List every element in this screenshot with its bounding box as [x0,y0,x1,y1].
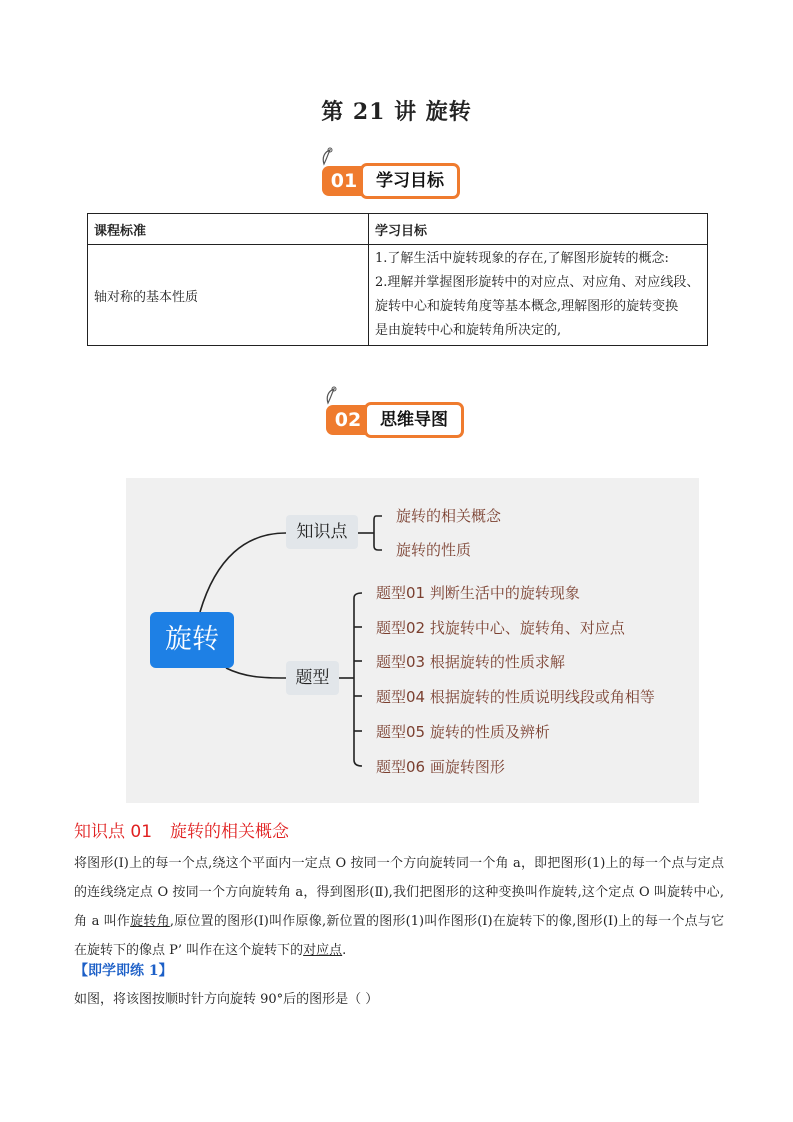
standards-table [87,213,708,346]
paragraph-text: ,原位置的图形(I)叫作原像,新位置的图形(1)叫作图形(I)在旋转下的像,图形(I)上的每一个点与它在旋转下的像点 P’ 叫作在这个旋转下的 [74,914,724,958]
badge-number: 02 [326,405,370,435]
table-row [88,245,708,346]
mind-map-leaf: 题型04 根据旋转的性质说明线段或角相等 [376,688,655,706]
paragraph-text: . [342,943,347,958]
section-badge-goals [322,160,472,196]
definition-paragraph [74,849,724,965]
paragraph-text: 将图形(I)上的每一个点,绕这个平面内一定点 O 按同一个方向旋转同一个角 a，即把图形(1)上的每一个点与定点的连线绕定点 O 按同一个方向旋转角 a，得到图形(Ⅱ),我们把图形的这种变换叫作旋转,这个定点 O 叫旋转中心,角 a 叫作 [74,856,724,929]
section-heading [74,817,289,842]
term-corresponding-point: 对应点 [303,943,343,958]
table-header-cell: 课程标准 [88,214,369,245]
table-cell: 轴对称的基本性质 [88,245,369,346]
table-header-row [88,214,708,245]
table-cell-goals [369,245,708,346]
badge-label: 思维导图 [364,402,464,438]
mind-map-leaf: 旋转的性质 [396,541,472,559]
question-text: 如图，将该图按顺时针方向旋转 90°后的图形是（ ） [74,992,379,1007]
section-number: 知识点 01 [74,822,153,842]
leaf-icon [322,385,342,405]
mind-map-root: 旋转 [150,612,234,668]
mind-map-leaf: 题型06 画旋转图形 [376,758,505,776]
section-title: 旋转的相关概念 [170,822,290,842]
mind-map [126,478,699,803]
practice-label: 【即学即练 1】 [74,963,173,979]
badge-number: 01 [322,166,366,196]
page-title: 第 21 讲 旋转 [321,99,472,125]
leaf-icon [318,146,338,166]
badge-label: 学习目标 [360,163,460,199]
term-rotation-angle: 旋转角 [130,914,170,929]
goal-line: 1.了解生活中旋转现象的存在,了解图形旋转的概念: [375,251,669,266]
section-badge-mindmap [326,399,476,435]
mind-map-leaf: 题型05 旋转的性质及辨析 [376,723,550,741]
table-header-cell: 学习目标 [369,214,708,245]
mind-map-leaf: 题型01 判断生活中的旋转现象 [376,584,580,602]
goal-line: 是由旋转中心和旋转角所决定的, [375,323,562,338]
mind-map-branch-knowledge: 知识点 [286,515,358,549]
goal-line: 旋转中心和旋转角度等基本概念,理解图形的旋转变换 [375,299,679,314]
mind-map-branch-types: 题型 [286,661,339,695]
mind-map-leaf: 题型02 找旋转中心、旋转角、对应点 [376,619,625,637]
goal-line: 2.理解并掌握图形旋转中的对应点、对应角、对应线段、 [375,275,700,290]
mind-map-leaf: 题型03 根据旋转的性质求解 [376,653,565,671]
mind-map-leaf: 旋转的相关概念 [396,507,502,525]
